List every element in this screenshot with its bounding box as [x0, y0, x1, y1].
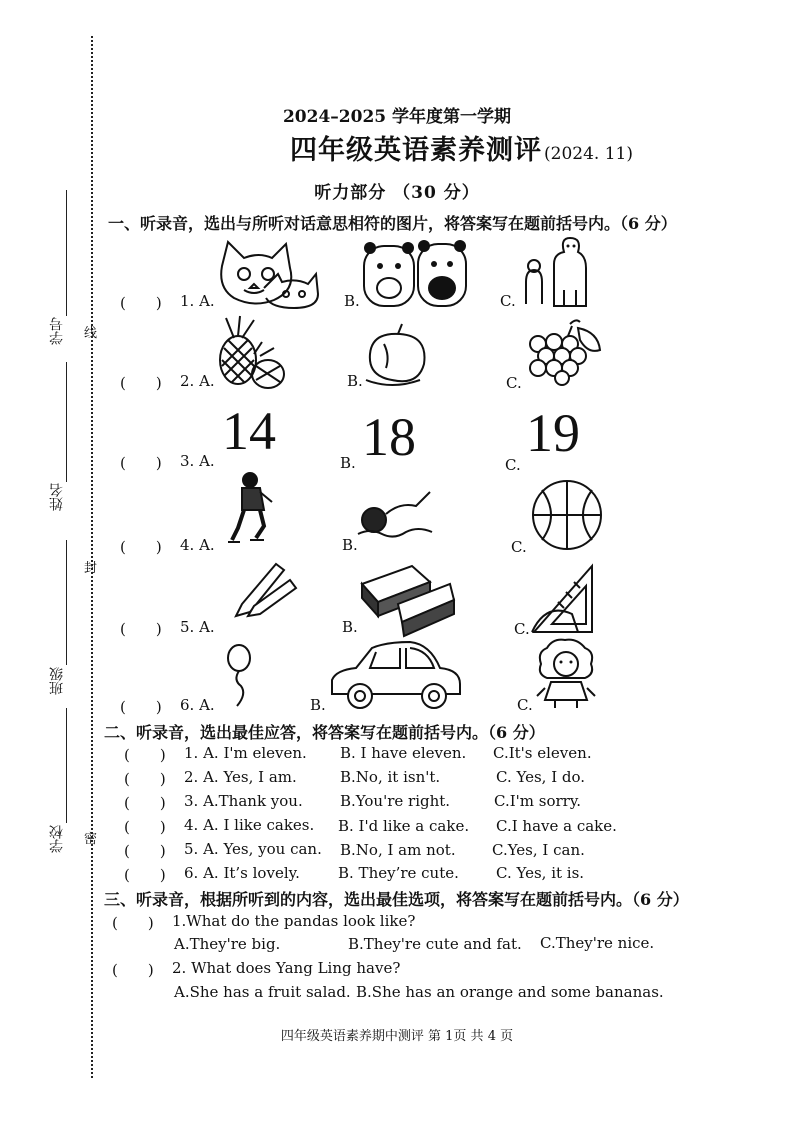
answer-bracket[interactable]: ( ) — [124, 746, 166, 764]
q3-b-label: B. — [340, 454, 356, 472]
answer-bracket[interactable]: ( ) — [120, 538, 162, 556]
answer-bracket[interactable]: ( ) — [124, 818, 166, 836]
pineapple-picture — [214, 314, 288, 390]
p2-q5-c: C.Yes, I can. — [492, 841, 585, 859]
part1-title: 一、听录音，选出与所听对话意思相符的图片，将答案写在题前括号内。（6 分） — [108, 214, 677, 233]
answer-bracket[interactable]: ( ) — [120, 374, 162, 392]
name-label: 姓名 — [49, 483, 65, 511]
p2-q6-b: B. They’re cute. — [338, 864, 459, 882]
q5-c-label: C. — [514, 620, 530, 638]
q5-a-label: 5. A. — [180, 618, 215, 636]
cats-picture — [214, 238, 324, 310]
grapes-picture — [524, 314, 604, 386]
p2-q5-b: B.No, I am not. — [340, 841, 456, 859]
doll-picture — [533, 638, 599, 710]
name-blank — [66, 362, 67, 482]
p2-q3-c: C.I'm sorry. — [494, 792, 582, 810]
car-picture — [326, 640, 466, 712]
set-square-picture — [526, 562, 606, 636]
student-id-blank — [66, 190, 67, 316]
p2-q3-a: 3. A.Thank you. — [184, 792, 303, 810]
p2-q1-c: C.It's eleven. — [493, 744, 592, 762]
page-footer: 四年级英语素养期中测评 第 1页 共 4 页 — [280, 1029, 514, 1044]
exam-title — [290, 128, 633, 167]
p3-q2-a: A.She has a fruit salad. — [174, 983, 351, 1001]
p2-q4-a: 4. A. I like cakes. — [184, 816, 315, 834]
number-14-picture: 14 — [222, 401, 276, 461]
p2-q2-b: B.No, it isn't. — [340, 768, 441, 786]
p2-q4-c: C.I have a cake. — [496, 817, 617, 835]
q4-c-label: C. — [511, 538, 527, 556]
swimmer-picture — [356, 484, 436, 540]
q6-a-label: 6. A. — [180, 696, 215, 714]
p3-q2-b: B.She has an orange and some bananas. — [356, 983, 664, 1001]
p3-q1-c: C.They're nice. — [540, 934, 655, 952]
p2-q3-b: B.You're right. — [340, 792, 451, 810]
part2-title: 二、听录音，选出最佳应答，将答案写在题前括号内。（6 分） — [104, 723, 545, 742]
p2-q2-a: 2. A. Yes, I am. — [184, 768, 297, 786]
seal-char-line: 线 — [84, 326, 98, 341]
balloon-picture — [225, 644, 255, 708]
p3-q1-a: A.They're big. — [174, 935, 281, 953]
skater-picture — [228, 470, 280, 546]
bears-picture — [520, 234, 590, 308]
p3-q2-question: 2. What does Yang Ling have? — [172, 959, 401, 977]
p2-q5-a: 5. A. Yes, you can. — [184, 840, 322, 858]
p3-q1-question: 1.What do the pandas look like? — [172, 912, 416, 930]
student-id-label: 学号 — [49, 317, 65, 345]
p3-q1-b: B.They're cute and fat. — [348, 935, 522, 953]
answer-bracket[interactable]: ( ) — [120, 294, 162, 312]
p2-q4-b: B. I'd like a cake. — [338, 817, 470, 835]
answer-bracket[interactable]: ( ) — [112, 914, 154, 932]
mango-picture — [362, 320, 436, 388]
erasers-picture — [358, 560, 458, 640]
q5-b-label: B. — [342, 618, 358, 636]
answer-bracket[interactable]: ( ) — [124, 794, 166, 812]
class-blank — [66, 540, 67, 665]
answer-bracket[interactable]: ( ) — [124, 866, 166, 884]
p2-q6-a: 6. A. It’s lovely. — [184, 864, 300, 882]
q2-c-label: C. — [506, 374, 522, 392]
term-title: 2024–2025 学年度第一学期 — [282, 107, 512, 127]
q2-b-label: B. — [347, 372, 363, 390]
pencils-picture — [228, 560, 298, 620]
p2-q1-b: B. I have eleven. — [340, 744, 467, 762]
q4-a-label: 4. A. — [180, 536, 215, 554]
q4-b-label: B. — [342, 536, 358, 554]
q6-b-label: B. — [310, 696, 326, 714]
answer-bracket[interactable]: ( ) — [120, 620, 162, 638]
exam-title-text: 四年级英语素养测评 — [290, 135, 542, 166]
answer-bracket[interactable]: ( ) — [124, 770, 166, 788]
exam-date: (2024. 11) — [544, 144, 633, 164]
basketball-picture — [530, 478, 604, 552]
q1-b-label: B. — [344, 292, 360, 310]
part3-title: 三、听录音，根据所听到的内容，选出最佳选项，将答案写在题前括号内。（6 分） — [104, 890, 689, 909]
number-19-picture: 19 — [526, 403, 580, 463]
answer-bracket[interactable]: ( ) — [120, 454, 162, 472]
q1-a-label: 1. A. — [180, 292, 215, 310]
school-label: 学校 — [49, 825, 65, 853]
q1-c-label: C. — [500, 292, 516, 310]
q6-c-label: C. — [517, 696, 533, 714]
section-listening-title: 听力部分 （30 分） — [314, 183, 480, 203]
q2-a-label: 2. A. — [180, 372, 215, 390]
answer-bracket[interactable]: ( ) — [120, 698, 162, 716]
q3-a-label: 3. A. — [180, 452, 215, 470]
q3-c-label: C. — [505, 456, 521, 474]
seal-char-seal: 封 — [84, 561, 98, 576]
school-blank — [66, 708, 67, 823]
p2-q2-c: C. Yes, I do. — [496, 768, 586, 786]
answer-bracket[interactable]: ( ) — [124, 842, 166, 860]
hamsters-picture — [360, 236, 470, 310]
answer-bracket[interactable]: ( ) — [112, 961, 154, 979]
number-18-picture: 18 — [362, 407, 416, 467]
seal-char-secret: 密 — [84, 832, 98, 847]
p2-q6-c: C. Yes, it is. — [496, 864, 585, 882]
p2-q1-a: 1. A. I'm eleven. — [184, 744, 307, 762]
class-label: 班级 — [49, 667, 65, 695]
